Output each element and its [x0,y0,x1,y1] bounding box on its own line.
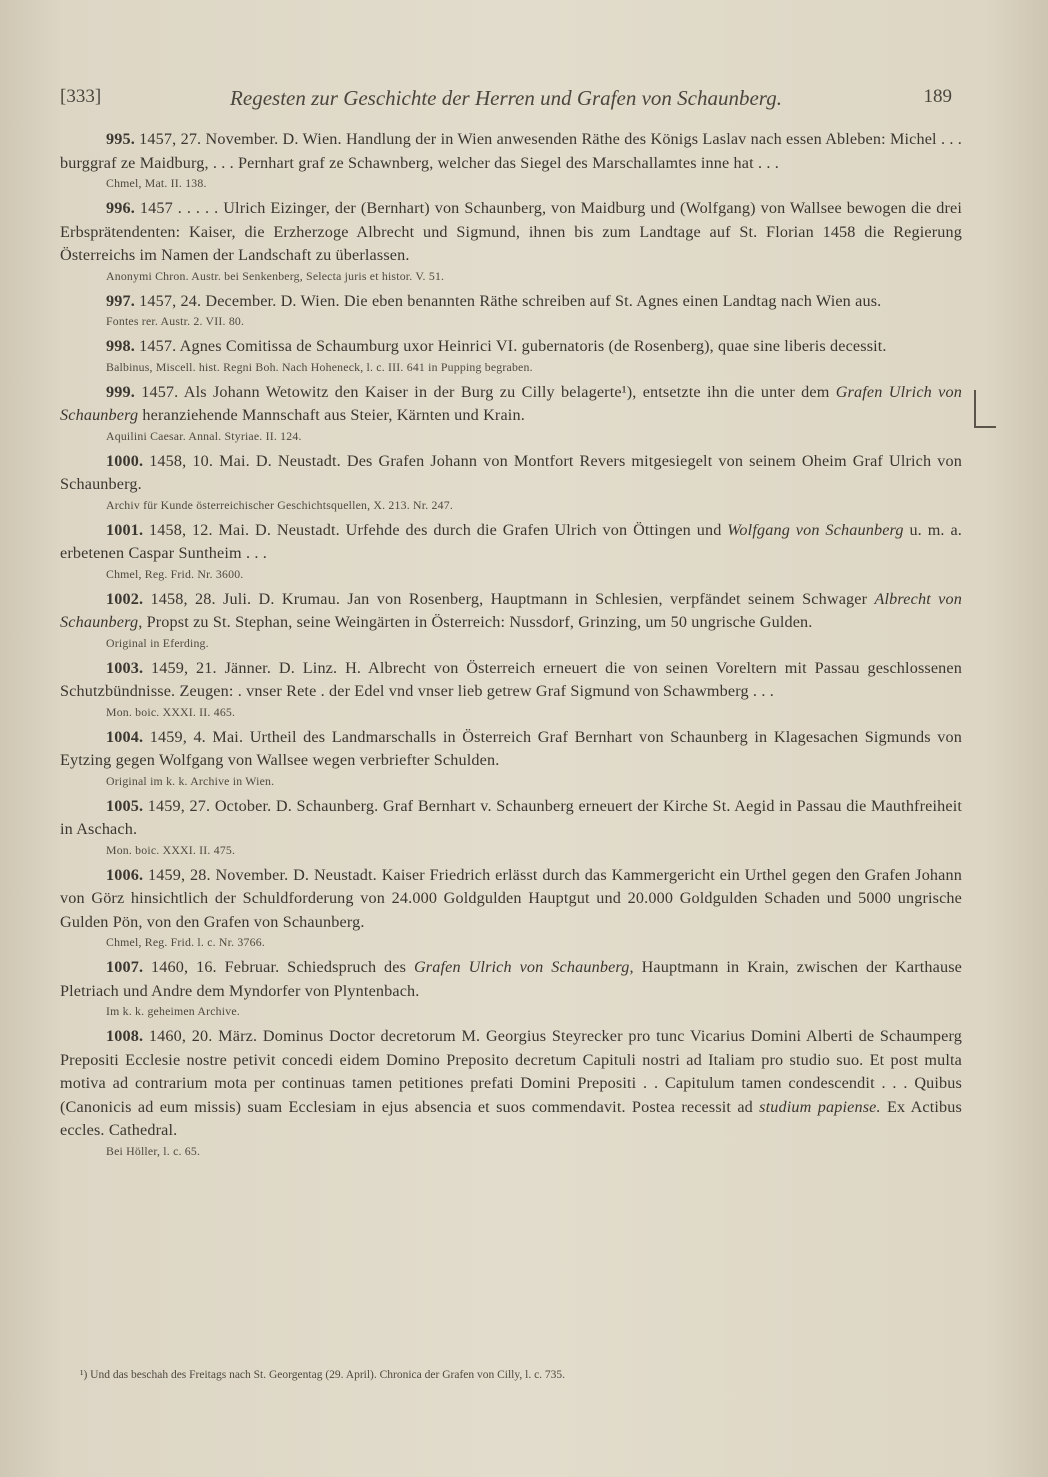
entry-text [60,335,962,359]
entry-italic: Grafen Ulrich von Schaunberg [60,382,962,424]
entry-body: 1458, 12. Mai. D. Neustadt. Urfehde des durch die Grafen Ulrich von Öttingen und [143,520,728,539]
entry-text [60,726,962,773]
entry-body-tail: heranziehende Mannschaft aus Steier, Kärnten und Krain. [138,406,525,424]
entry-body: 1460, 20. März. Dominus Doctor decretorum M. Georgius Steyrecker pro tunc Vicarius Domini Alberti de Schaumperg Prepositi Ecclesie nostre petivit concedi eidem Domino Preposito decretum Capituli nostri ad Italiam pro studio suo. Et post multa motiva ad contrarium mota per continuas tamen petitiones prefati Domini Prepositi . . Capitulum tamen condescendit . . . Quibus (Canonicis ad eum missis) suam Ecclesiam in ejus absencia et suos commendavit. Postea recessit ad [60,1027,962,1116]
entry [60,128,962,192]
entry-source: Chmel, Reg. Frid. l. c. Nr. 3766. [106,935,265,949]
entry-body: 1459, 4. Mai. Urtheil des Landmarschalls in Österreich Graf Bernhart von Schaunberg in Klagesachen Sigmunds von Eytzing gegen Wolfgang von Wallsee wegen verbriefter Schulden. [60,727,962,769]
entry-body: 1459, 21. Jänner. D. Linz. H. Albrecht von Österreich erneuert die von seinen Voreltern mit Passau geschlossenen Schutzbündnisse. Zeugen: . vnser Rete . der Edel vnd vnser lieb getrew Graf Sigmund von Schawmberg . . . [60,658,962,700]
entry-text [60,657,962,704]
entry-body: 1458, 10. Mai. D. Neustadt. Des Grafen Johann von Montfort Revers mitgesiegelt von seinem Oheim Graf Ulrich von Schaunberg. [60,451,962,493]
entry-text [60,864,962,935]
entry-number: 1000. [106,451,144,470]
entry-body: 1457, 24. December. D. Wien. Die eben benannten Räthe schreiben auf St. Agnes einen Landtag nach Wien aus. [134,291,882,310]
entry-number: 1005. [106,796,144,815]
entry-number: 997. [106,291,135,310]
entry-body: 1457 . . . . . Ulrich Eizinger, der (Bernhart) von Schaunberg, von Maidburg und (Wolfgang) von Wallsee bewogen die drei Erbsprätendenten: Kaiser, die Erzherzoge Albrecht und Sigmund, ihnen bis zum Landtage auf St. Florian 1458 die Regierung Österreichs im Namen der Landschaft zu überlassen. [60,199,962,264]
entry [60,726,962,790]
entry-number: 1008. [106,1027,144,1045]
entry-italic: Albrecht von Schaunberg, [60,589,962,631]
entry-source: Chmel, Mat. II. 138. [106,176,207,190]
entry-italic: studium papiense. [759,1097,881,1116]
entry-source: Original in Eferding. [106,635,209,650]
entry-body: 1459, 28. November. D. Neustadt. Kaiser Friedrich erlässt durch das Kammergericht ein Urthel gegen den Grafen Johann von Görz hinsichtlich der Schuldforderung von 24.000 Goldgulden Hauptgut und 20.000 Goldgulden Schaden und 5000 ungrische Gulden Pön, von den Grafen von Schaunberg. [60,865,962,931]
margin-bracket-mark [970,390,992,432]
running-header [60,86,952,116]
entry-text [60,450,962,497]
page-number: 189 [923,86,952,107]
entry [60,519,962,583]
entry-body: 1457. Als Johann Wetowitz den Kaiser in der Burg zu Cilly belagerte¹), entsetzte ihn die unter dem [134,382,836,401]
entry-source: Mon. boic. XXXI. II. 475. [106,842,236,857]
entry-source: Im k. k. geheimen Archive. [106,1004,240,1018]
entry-text [60,588,962,635]
entry-body-tail: Hauptmann in Krain, zwischen der Karthause Pletriach und Andre dem Myndorfer von Plyntenbach. [60,958,962,1000]
entry-number: 1003. [106,658,144,677]
entry [60,335,962,376]
entry-body-tail: Propst zu St. Stephan, seine Weingärten in Österreich: Nussdorf, Grinzing, um 50 ungrische Gulden. [142,613,813,631]
entry-number: 1007. [106,958,144,976]
entry [60,864,962,952]
entry-source: Aquilini Caesar. Annal. Styriae. II. 124. [106,428,302,443]
entry-source: Original im k. k. Archive in Wien. [106,773,275,788]
entry-text [60,1025,962,1143]
entry-body: 1457. Agnes Comitissa de Schaumburg uxor Heinrici VI. gubernatoris (de Rosenberg), quae sine liberis decessit. [134,337,887,355]
entry-body-tail: u. m. a. erbetenen Caspar Suntheim . . . [60,520,962,562]
entry [60,450,962,514]
margin-mark-stroke [974,390,976,428]
entry-body: 1457, 27. November. D. Wien. Handlung der in Wien anwesenden Räthe des Königs Laslav nach essen Ableben: Michel . . . burggraf ze Maidburg, . . . Pernhart graf ze Schawnberg, welcher das Siegel des Marschallamtes inne hat . . . [60,130,962,172]
entry-text [60,519,962,566]
footnote: ¹) Und das beschah des Freitags nach St. Georgentag (29. April). Chronica der Grafen von Cilly, l. c. 735. [80,1368,566,1381]
entry-source: Bei Höller, l. c. 65. [106,1143,201,1158]
entry-body: 1458, 28. Juli. D. Krumau. Jan von Rosenberg, Hauptmann in Schlesien, verpfändet seinem Schwager [143,589,875,608]
entry-number: 995. [106,130,135,148]
entry [60,1025,962,1160]
entry-body: 1460, 16. Februar. Schiedspruch des [143,958,414,976]
entry-italic: Grafen Ulrich von Schaunberg, [413,958,634,976]
entry-number: 996. [106,199,135,217]
entries-list [60,128,962,1165]
entry-source: Fontes rer. Austr. 2. VII. 80. [106,314,245,328]
entry [60,381,962,445]
entry-text [60,128,962,175]
entry [60,588,962,652]
entry-source: Balbinus, Miscell. hist. Regni Boh. Nach Hoheneck, l. c. III. 641 in Pupping begraben. [106,359,533,374]
margin-mark-foot [974,426,996,428]
entry-number: 1006. [106,865,144,884]
entry-body-tail: Ex Actibus eccles. Cathedral. [60,1097,962,1139]
entry [60,197,962,285]
page-reference: [333] [60,86,102,107]
entry-source: Mon. boic. XXXI. II. 465. [106,704,236,719]
entry-number: 1001. [106,520,144,539]
entry-number: 998. [106,337,135,355]
entry-number: 1002. [106,589,144,608]
entry [60,795,962,859]
entry [60,290,962,331]
entry-body: 1459, 27. October. D. Schaunberg. Graf Bernhart v. Schaunberg erneuert der Kirche St. Aegid in Passau die Mauthfreiheit in Aschach. [60,796,962,838]
entry-text [60,381,962,428]
entry-italic: Wolfgang von Schaunberg [727,520,904,539]
entry-source: Archiv für Kunde österreichischer Geschichtsquellen, X. 213. Nr. 247. [106,497,453,512]
entry-number: 1004. [106,727,144,746]
entry [60,657,962,721]
entry-text [60,290,962,314]
entry [60,956,962,1020]
entry-text [60,197,962,268]
entry-text [60,956,962,1003]
entry-source: Anonymi Chron. Austr. bei Senkenberg, Selecta juris et histor. V. 51. [106,268,445,283]
entry-number: 999. [106,382,135,401]
entry-text [60,795,962,842]
entry-source: Chmel, Reg. Frid. Nr. 3600. [106,566,244,581]
running-title: Regesten zur Geschichte der Herren und Grafen von Schaunberg. [230,86,782,110]
